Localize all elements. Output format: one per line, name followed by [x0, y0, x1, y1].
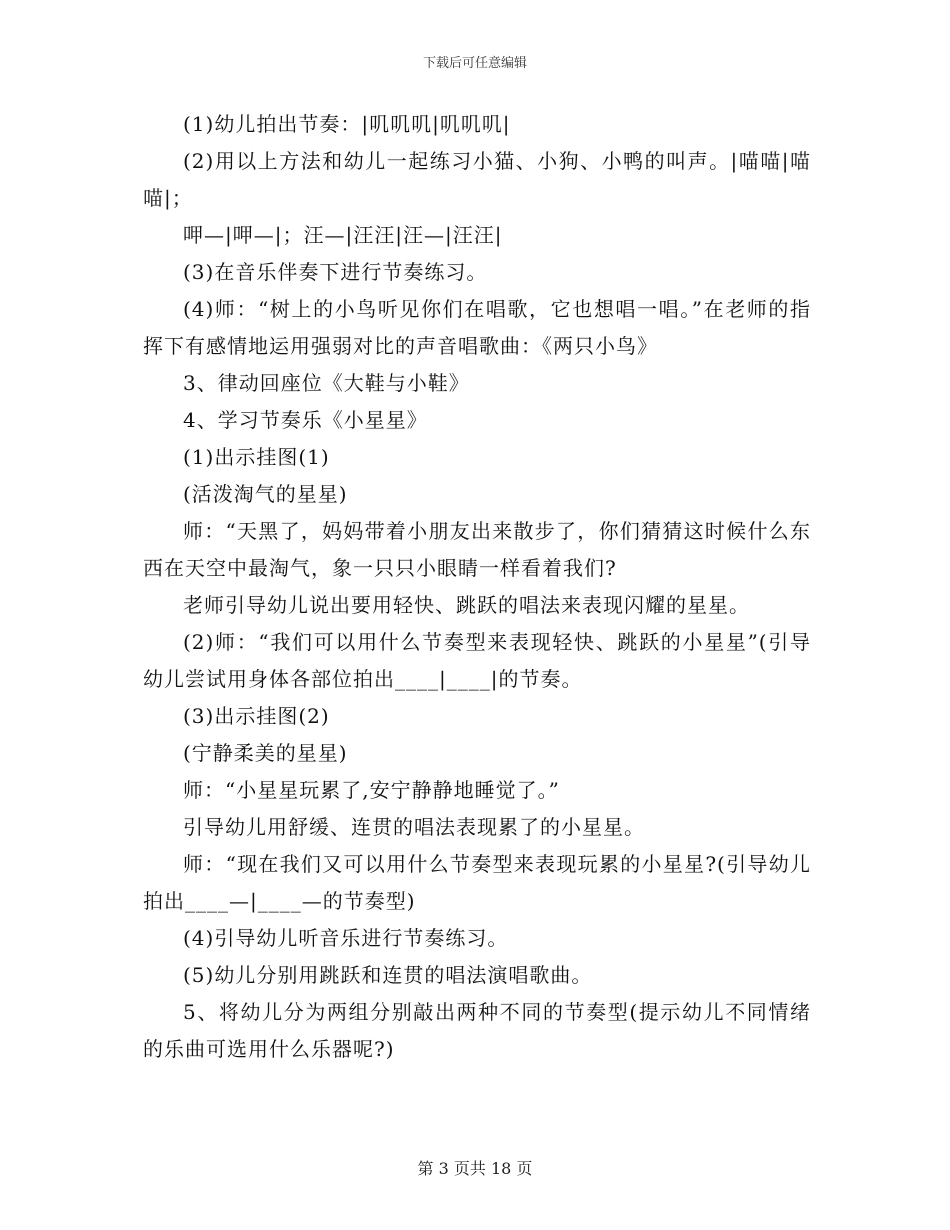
paragraph: (3)出示挂图(2) — [183, 704, 330, 728]
paragraph: 老师引导幼儿说出要用轻快、跳跃的唱法来表现闪耀的星星。 — [183, 593, 750, 617]
paragraph: (1)出示挂图(1) — [183, 445, 330, 469]
document-body — [143, 106, 811, 1068]
page-number: 第 3 页共 18 页 — [417, 1159, 533, 1178]
paragraph: 引导幼儿用舒缓、连贯的唱法表现累了的小星星。 — [183, 815, 645, 839]
paragraph: 3、律动回座位《大鞋与小鞋》 — [183, 371, 470, 395]
paragraph: (活泼淘气的星星) — [183, 482, 348, 506]
paragraph: (4)师：“树上的小鸟听见你们在唱歌，它也想唱一唱。”在老师的指挥下有感情地运用强弱对比的声音唱歌曲：《两只小鸟》 — [143, 297, 811, 358]
paragraph: 师：“现在我们又可以用什么节奏型来表现玩累的小星星?(引导幼儿拍出____—|____—的节奏型) — [143, 852, 811, 913]
paragraph: (宁静柔美的星星) — [183, 741, 348, 765]
paragraph: (5)幼儿分别用跳跃和连贯的唱法演唱歌曲。 — [183, 963, 593, 987]
paragraph: (4)引导幼儿听音乐进行节奏练习。 — [183, 926, 509, 950]
paragraph: (2)师：“我们可以用什么节奏型来表现轻快、跳跃的小星星”(引导幼儿尝试用身体各部位拍出____|____|的节奏。 — [143, 630, 811, 691]
paragraph: 师：“小星星玩累了,安宁静静地睡觉了。” — [183, 778, 560, 802]
paragraph: (2)用以上方法和幼儿一起练习小猫、小狗、小鸭的叫声。|喵喵|喵喵|； — [143, 149, 811, 210]
paragraph: (1)幼儿拍出节奏：|叽叽叽|叽叽叽| — [183, 112, 511, 136]
paragraph: (3)在音乐伴奏下进行节奏练习。 — [183, 260, 488, 284]
paragraph: 师：“天黑了，妈妈带着小朋友出来散步了，你们猜猜这时候什么东西在天空中最淘气，象一只只小眼睛一样看着我们? — [143, 519, 811, 580]
paragraph: 4、学习节奏乐《小星星》 — [183, 408, 428, 432]
page-header: 下载后可任意编辑 — [422, 56, 527, 71]
paragraph: 呷—|呷—|；汪—|汪汪|汪—|汪汪| — [183, 223, 503, 247]
paragraph: 5、将幼儿分为两组分别敲出两种不同的节奏型(提示幼儿不同情绪的乐曲可选用什么乐器呢?) — [143, 1000, 811, 1061]
